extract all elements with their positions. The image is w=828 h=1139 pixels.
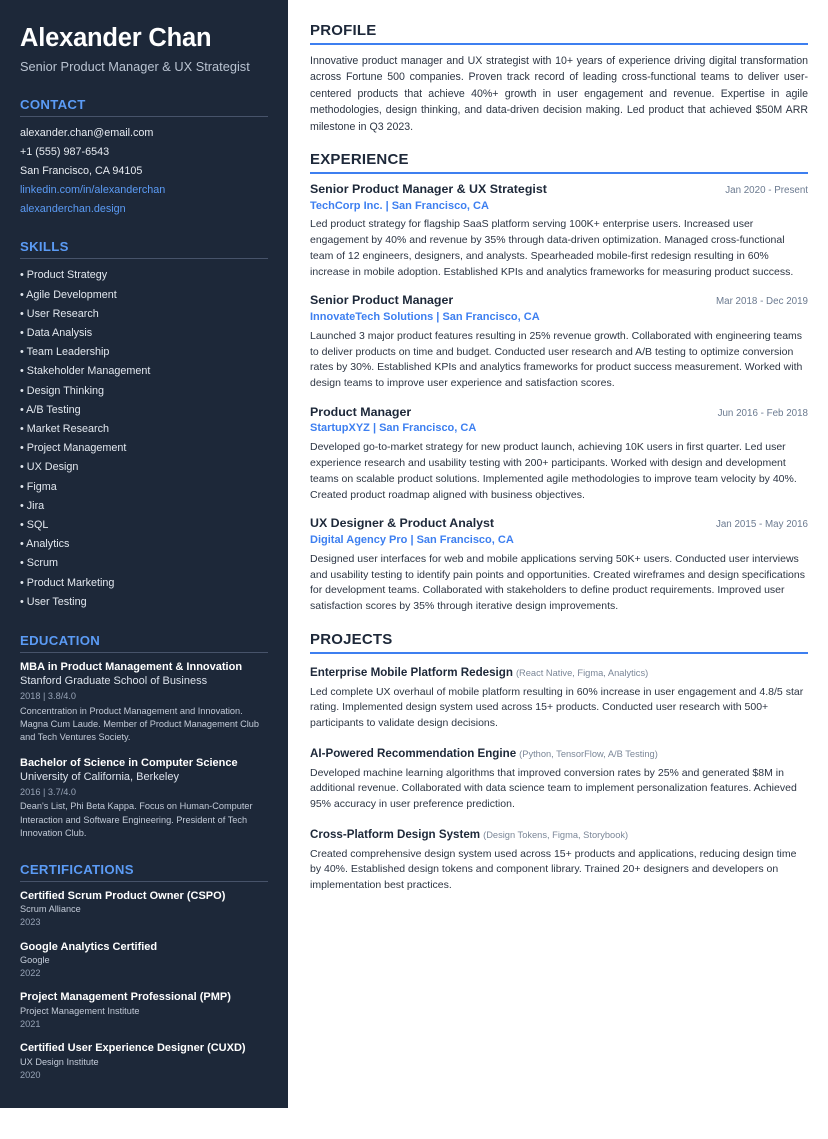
education-school: Stanford Graduate School of Business bbox=[20, 675, 208, 688]
contact-section bbox=[20, 97, 268, 218]
projects-section bbox=[310, 631, 808, 894]
project-name: Enterprise Mobile Platform Redesign bbox=[310, 665, 513, 679]
experience-dates: Jun 2016 - Feb 2018 bbox=[717, 407, 808, 419]
certification-year: 2020 bbox=[20, 1070, 41, 1081]
experience-item bbox=[310, 405, 808, 503]
skill-item: • Data Analysis bbox=[20, 327, 93, 339]
skill-item: • Agile Development bbox=[20, 288, 117, 301]
certification-year: 2022 bbox=[20, 968, 41, 979]
project-description: Developed machine learning algorithms that improved conversion rates by 25% and generated $8M in additional revenue. Collaborated with data science team to implement personalization features. Achieved 95% accuracy in user preference prediction. bbox=[310, 766, 797, 811]
certification-item bbox=[20, 990, 268, 1031]
experience-description: Designed user interfaces for web and mobile applications serving 50K+ users. Conducted user interviews and usability testing to identify pain points and opportunities. Created wireframes and design specifications for development teams. Collaborated with stakeholders to define product requirements. Improved user satisfaction scores by 35% through iterative design improvements. bbox=[310, 552, 805, 613]
project-item bbox=[310, 662, 808, 732]
skill-item: • Project Management bbox=[20, 442, 127, 455]
skill-item: • Product Marketing bbox=[20, 576, 115, 589]
experience-company: TechCorp Inc. | San Francisco, CA bbox=[310, 199, 489, 212]
main-content bbox=[288, 0, 828, 910]
skill-item: • Stakeholder Management bbox=[20, 365, 151, 378]
experience-dates: Mar 2018 - Dec 2019 bbox=[715, 296, 808, 308]
contact-phone: +1 (555) 987-6543 bbox=[20, 145, 110, 158]
project-description: Led complete UX overhaul of mobile platform resulting in 60% increase in user engagement and 4.8/5 star rating. Implemented design system used across 15+ products. Conducted user research with 500+ participants to validate design decisions. bbox=[310, 685, 804, 730]
contact-heading: CONTACT bbox=[20, 97, 268, 117]
skill-item: • Product Strategy bbox=[20, 269, 108, 282]
education-degree: MBA in Product Management & Innovation bbox=[20, 661, 243, 674]
skill-item: • Market Research bbox=[20, 423, 109, 436]
experience-item-header bbox=[310, 293, 808, 309]
experience-item bbox=[310, 182, 808, 280]
education-degree: Bachelor of Science in Computer Science bbox=[20, 756, 238, 769]
certification-issuer: UX Design Institute bbox=[20, 1056, 99, 1067]
experience-dates: Jan 2015 - May 2016 bbox=[715, 519, 808, 531]
education-section bbox=[20, 633, 268, 840]
sidebar bbox=[0, 0, 288, 1108]
experience-item bbox=[310, 516, 808, 614]
education-meta: 2018 | 3.8/4.0 bbox=[20, 690, 77, 701]
skill-item: • UX Design bbox=[20, 461, 79, 474]
project-name: AI-Powered Recommendation Engine bbox=[310, 746, 517, 760]
education-item bbox=[20, 756, 268, 841]
skill-item: • Team Leadership bbox=[20, 346, 110, 359]
skill-item: • Scrum bbox=[20, 557, 58, 570]
education-meta: 2016 | 3.7/4.0 bbox=[20, 786, 77, 797]
education-school: University of California, Berkeley bbox=[20, 771, 179, 784]
skill-item: • User Research bbox=[20, 307, 99, 320]
certification-name: Certified User Experience Designer (CUXD) bbox=[20, 1042, 246, 1055]
project-item-header bbox=[310, 743, 808, 764]
candidate-job-title: Senior Product Manager & UX Strategist bbox=[20, 59, 250, 75]
experience-company: Digital Agency Pro | San Francisco, CA bbox=[310, 533, 514, 546]
experience-role: Senior Product Manager & UX Strategist bbox=[310, 182, 547, 197]
project-tech-stack: (Python, TensorFlow, A/B Testing) bbox=[519, 748, 658, 759]
certification-year: 2021 bbox=[20, 1019, 41, 1030]
skill-item: • Analytics bbox=[20, 538, 70, 551]
experience-item-header bbox=[310, 405, 808, 421]
experience-role: Senior Product Manager bbox=[310, 293, 454, 308]
skills-list bbox=[20, 266, 268, 612]
contact-email: alexander.chan@email.com bbox=[20, 126, 154, 139]
project-tech-stack: (React Native, Figma, Analytics) bbox=[515, 667, 649, 678]
certification-issuer: Project Management Institute bbox=[20, 1005, 140, 1016]
skills-heading: SKILLS bbox=[20, 239, 268, 259]
experience-company: InnovateTech Solutions | San Francisco, CA bbox=[310, 310, 540, 323]
experience-description: Launched 3 major product features resulting in 25% revenue growth. Collaborated with engineering teams to deliver products on time and budget. Conducted user research and A/B testing to optimize conversion rates by 30%. Established KPIs and analytics frameworks for product success measurement. Worked with design teams to improve user experience and satisfaction scores. bbox=[310, 329, 803, 390]
profile-section bbox=[310, 22, 808, 135]
contact-linkedin-link[interactable]: linkedin.com/in/alexanderchan bbox=[20, 183, 166, 196]
skill-item: • Figma bbox=[20, 480, 57, 493]
experience-description: Developed go-to-market strategy for new product launch, achieving 10K users in first quarter. Led user experience research and usability testing with 200+ participants. Worked with design and development teams on scalable product solutions. Implemented agile methodologies to improve team velocity by 40%. Created product roadmap aligned with business objectives. bbox=[310, 441, 797, 501]
certification-item bbox=[20, 1041, 268, 1082]
experience-item bbox=[310, 293, 808, 391]
profile-heading: PROFILE bbox=[310, 22, 808, 45]
certification-issuer: Scrum Alliance bbox=[20, 903, 81, 914]
contact-website-link[interactable]: alexanderchan.design bbox=[20, 202, 126, 215]
experience-dates: Jan 2020 - Present bbox=[725, 185, 808, 197]
certification-name: Google Analytics Certified bbox=[20, 940, 158, 953]
projects-heading: PROJECTS bbox=[310, 631, 808, 654]
project-item bbox=[310, 743, 808, 813]
certification-name: Certified Scrum Product Owner (CSPO) bbox=[20, 889, 226, 902]
contact-location: San Francisco, CA 94105 bbox=[20, 164, 143, 177]
experience-heading: EXPERIENCE bbox=[310, 151, 808, 174]
experience-description: Led product strategy for flagship SaaS platform serving 100K+ enterprise users. Increased user engagement by 40% and revenue by 35% through data-driven optimization. Managed cross-functional team of 12 engineers, designers, and analysts. Spearheaded mobile-first redesign resulting in 60% increase in mobile adoption. Established KPIs and analytics frameworks for measuring product success. bbox=[310, 218, 794, 278]
skill-item: • User Testing bbox=[20, 595, 87, 608]
skill-item: • Design Thinking bbox=[20, 384, 105, 397]
skill-item: • Jira bbox=[20, 499, 45, 512]
certification-year: 2023 bbox=[20, 917, 41, 928]
certification-name: Project Management Professional (PMP) bbox=[20, 991, 231, 1004]
skills-section bbox=[20, 239, 268, 612]
certification-item bbox=[20, 940, 268, 981]
experience-role: Product Manager bbox=[310, 404, 412, 419]
experience-company: StartupXYZ | San Francisco, CA bbox=[310, 422, 477, 435]
project-item-header bbox=[310, 824, 808, 845]
candidate-name: Alexander Chan bbox=[20, 24, 212, 52]
contact-list bbox=[20, 124, 268, 218]
experience-item-header bbox=[310, 516, 808, 532]
education-heading: EDUCATION bbox=[20, 633, 268, 653]
skill-item: • A/B Testing bbox=[20, 403, 81, 416]
project-description: Created comprehensive design system used across 15+ products and applications, reducing design time by 40%. Established design tokens and component library. Trained 20+ designers and developers on implementation best practices. bbox=[310, 847, 797, 892]
experience-role: UX Designer & Product Analyst bbox=[310, 516, 495, 531]
profile-summary: Innovative product manager and UX strategist with 10+ years of experience driving digital transformation across Fortune 500 companies. Proven track record of leading cross-functional teams to deliver user-centered products that achieve 40%+ growth in user engagement and revenue. Expertise in agile methodologies, design thinking, and data-driven decision making. Led product that achieved $50M ARR milestone in Q3 2023. bbox=[310, 55, 808, 133]
certification-item bbox=[20, 889, 268, 930]
experience-item-header bbox=[310, 182, 808, 198]
skill-item: • SQL bbox=[20, 519, 49, 532]
project-item-header bbox=[310, 662, 808, 683]
education-description: Dean's List, Phi Beta Kappa. Focus on Human-Computer Interaction and Software Engineering. President of Tech Innovation Club. bbox=[20, 801, 253, 839]
project-item bbox=[310, 824, 808, 894]
certifications-section bbox=[20, 862, 268, 1083]
education-item bbox=[20, 660, 268, 745]
project-tech-stack: (Design Tokens, Figma, Storybook) bbox=[483, 829, 629, 840]
certification-issuer: Google bbox=[20, 954, 50, 965]
experience-section bbox=[310, 151, 808, 615]
education-description: Concentration in Product Management and Innovation. Magna Cum Laude. Member of Product Management Club and Tech Ventures Society. bbox=[20, 705, 260, 743]
certifications-heading: CERTIFICATIONS bbox=[20, 862, 268, 882]
project-name: Cross-Platform Design System bbox=[310, 827, 481, 841]
